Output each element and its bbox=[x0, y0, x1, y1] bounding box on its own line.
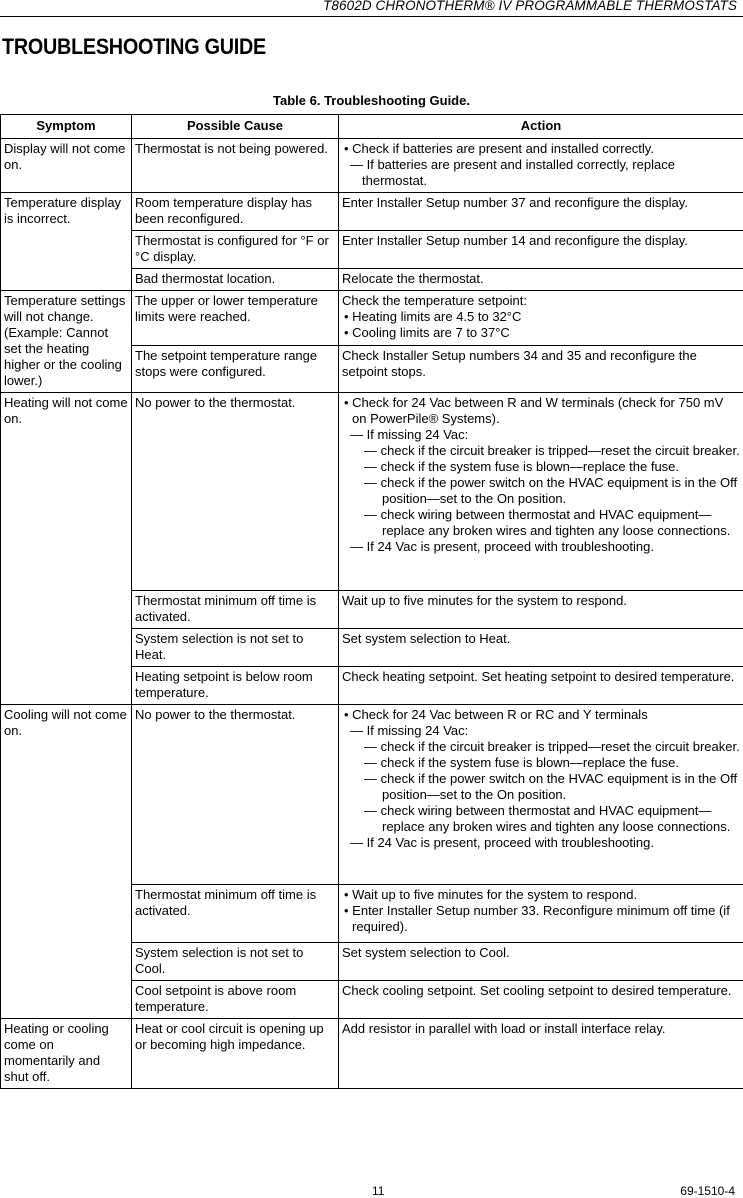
action-line: — If 24 Vac is present, proceed with troubleshooting. bbox=[350, 835, 654, 850]
symptom-cell: Display will not come on. bbox=[1, 139, 132, 193]
symptom-cell: Temperature settings will not change. (Example: Cannot set the heating higher or the cooling lower.) bbox=[1, 291, 132, 393]
action-cell bbox=[339, 1019, 743, 1089]
symptom-cell: Heating or cooling come on momentarily and shut off. bbox=[1, 1019, 132, 1089]
cause-cell: The setpoint temperature range stops were configured. bbox=[132, 346, 339, 393]
action-line: Check cooling setpoint. Set cooling setpoint to desired temperature. bbox=[342, 983, 732, 998]
column-header-cause: Possible Cause bbox=[132, 115, 339, 139]
page-number: 11 bbox=[372, 1184, 385, 1198]
action-line: • Check for 24 Vac between R or RC and Y terminals bbox=[344, 707, 648, 722]
symptom-cell: Temperature display is incorrect. bbox=[1, 193, 132, 291]
action-cell bbox=[339, 885, 743, 943]
header-rule bbox=[0, 16, 743, 17]
action-cell bbox=[339, 291, 743, 346]
action-cell bbox=[339, 591, 743, 629]
cause-cell: Thermostat is not being powered. bbox=[132, 139, 339, 193]
action-line: Check Installer Setup numbers 34 and 35 and reconfigure the setpoint stops. bbox=[342, 348, 697, 380]
cause-cell: No power to the thermostat. bbox=[132, 393, 339, 591]
action-line: Enter Installer Setup number 14 and reconfigure the display. bbox=[342, 233, 688, 248]
cause-cell: Heat or cool circuit is opening up or becoming high impedance. bbox=[132, 1019, 339, 1089]
action-cell bbox=[339, 393, 743, 591]
cause-cell: Room temperature display has been reconfigured. bbox=[132, 193, 339, 231]
action-line: — If 24 Vac is present, proceed with troubleshooting. bbox=[350, 539, 654, 554]
cause-cell: No power to the thermostat. bbox=[132, 705, 339, 885]
action-line: Check the temperature setpoint: bbox=[342, 293, 527, 308]
action-line: • Wait up to five minutes for the system to respond. bbox=[344, 887, 638, 902]
action-cell bbox=[339, 705, 743, 885]
action-line: — check if the circuit breaker is tripped—reset the circuit breaker. bbox=[364, 443, 740, 458]
table-header-row bbox=[1, 115, 743, 139]
troubleshooting-table bbox=[0, 114, 743, 1089]
document-number: 69-1510-4 bbox=[680, 1184, 735, 1198]
table-row bbox=[1, 291, 743, 346]
cause-cell: System selection is not set to Heat. bbox=[132, 629, 339, 667]
action-line: • Check if batteries are present and installed correctly. bbox=[344, 141, 654, 156]
action-line: Add resistor in parallel with load or install interface relay. bbox=[342, 1021, 666, 1036]
table-caption: Table 6. Troubleshooting Guide. bbox=[273, 93, 470, 108]
action-line: Set system selection to Cool. bbox=[342, 945, 510, 960]
action-line: Enter Installer Setup number 37 and reconfigure the display. bbox=[342, 195, 688, 210]
cause-cell: Thermostat minimum off time is activated. bbox=[132, 885, 339, 943]
column-header-symptom: Symptom bbox=[1, 115, 132, 139]
action-line: — check if the system fuse is blown—replace the fuse. bbox=[364, 755, 680, 770]
cause-cell: Thermostat minimum off time is activated. bbox=[132, 591, 339, 629]
table-body bbox=[1, 139, 743, 1089]
action-line: • Heating limits are 4.5 to 32°C bbox=[344, 309, 522, 324]
table-row bbox=[1, 193, 743, 231]
table-row bbox=[1, 139, 743, 193]
action-line: Wait up to five minutes for the system to respond. bbox=[342, 593, 627, 608]
running-header-title: T8602D CHRONOTHERM® IV PROGRAMMABLE THERMOSTATS bbox=[323, 0, 737, 13]
action-line: — check if the power switch on the HVAC equipment is in the Off position—set to the On position. bbox=[364, 475, 738, 506]
action-line: Set system selection to Heat. bbox=[342, 631, 511, 646]
table-row bbox=[1, 705, 743, 885]
action-line: — check if the circuit breaker is tripped—reset the circuit breaker. bbox=[364, 739, 740, 754]
action-cell bbox=[339, 667, 743, 705]
action-line: — check wiring between thermostat and HVAC equipment—replace any broken wires and tighten any loose connections. bbox=[364, 803, 731, 834]
table-row bbox=[1, 1019, 743, 1089]
symptom-cell: Heating will not come on. bbox=[1, 393, 132, 705]
action-cell bbox=[339, 269, 743, 291]
action-cell bbox=[339, 981, 743, 1019]
action-cell bbox=[339, 943, 743, 981]
action-cell bbox=[339, 629, 743, 667]
action-line: Relocate the thermostat. bbox=[342, 271, 484, 286]
action-line: — If missing 24 Vac: bbox=[350, 723, 469, 738]
cause-cell: Thermostat is configured for °F or °C display. bbox=[132, 231, 339, 269]
cause-cell: Bad thermostat location. bbox=[132, 269, 339, 291]
cause-cell: The upper or lower temperature limits were reached. bbox=[132, 291, 339, 346]
action-cell bbox=[339, 193, 743, 231]
action-line: • Enter Installer Setup number 33. Reconfigure minimum off time (if required). bbox=[344, 903, 730, 934]
action-line: — If missing 24 Vac: bbox=[350, 427, 469, 442]
column-header-action: Action bbox=[339, 115, 743, 139]
action-line: — check if the system fuse is blown—replace the fuse. bbox=[364, 459, 680, 474]
symptom-cell: Cooling will not come on. bbox=[1, 705, 132, 1019]
action-line: Check heating setpoint. Set heating setpoint to desired temperature. bbox=[342, 669, 735, 684]
page-heading: TROUBLESHOOTING GUIDE bbox=[2, 34, 266, 59]
cause-cell: System selection is not set to Cool. bbox=[132, 943, 339, 981]
cause-cell: Heating setpoint is below room temperature. bbox=[132, 667, 339, 705]
action-cell bbox=[339, 231, 743, 269]
action-line: • Cooling limits are 7 to 37°C bbox=[344, 325, 510, 340]
action-line: — check if the power switch on the HVAC equipment is in the Off position—set to the On position. bbox=[364, 771, 738, 802]
table-row bbox=[1, 393, 743, 591]
cause-cell: Cool setpoint is above room temperature. bbox=[132, 981, 339, 1019]
action-line: — check wiring between thermostat and HVAC equipment—replace any broken wires and tighten any loose connections. bbox=[364, 507, 731, 538]
action-cell bbox=[339, 346, 743, 393]
action-cell bbox=[339, 139, 743, 193]
action-line: — If batteries are present and installed correctly, replace thermostat. bbox=[350, 157, 675, 188]
action-line: • Check for 24 Vac between R and W terminals (check for 750 mV on PowerPile® Systems). bbox=[344, 395, 724, 426]
